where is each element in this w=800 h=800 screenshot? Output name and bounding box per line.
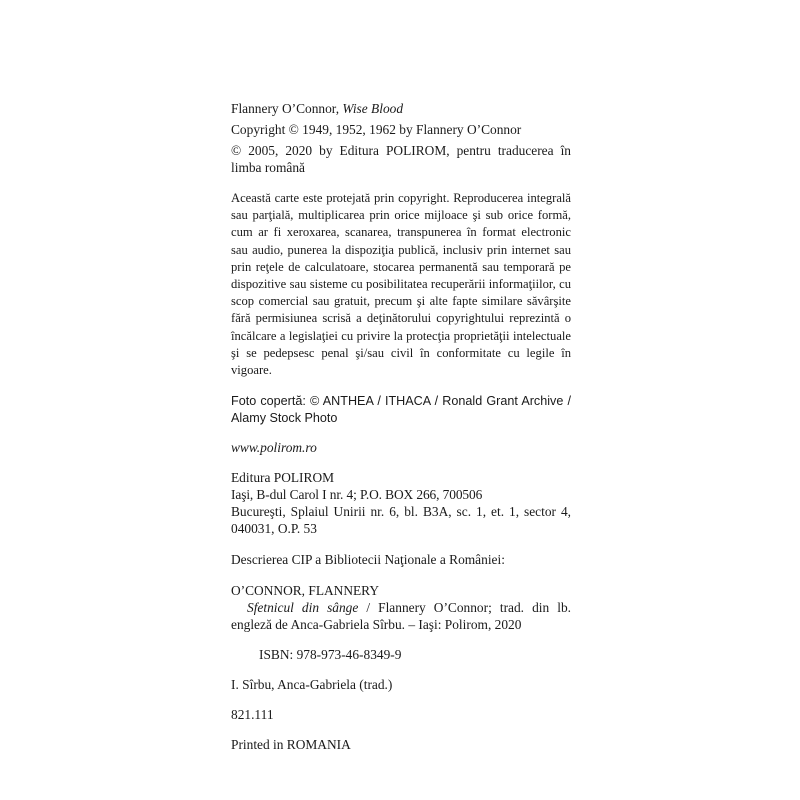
text-column (231, 100, 571, 753)
publisher-address-iasi: Iaşi, B-dul Carol I nr. 4; P.O. BOX 266, 700506 (231, 487, 483, 503)
translator-entry: I. Sîrbu, Anca-Gabriela (trad.) (231, 677, 393, 693)
cip-author-entry: O’CONNOR, FLANNERY (231, 583, 380, 599)
website: www.polirom.ro (231, 440, 317, 456)
publisher-name: Editura POLIROM (231, 470, 335, 486)
publisher-address-bucuresti: Bucureşti, Splaiul Unirii nr. 6, bl. B3A, sc. 1, et. 1, sector 4, 040031, O.P. 53 (231, 504, 571, 537)
copyright-translation: © 2005, 2020 by Editura POLIROM, pentru traducerea în limba română (231, 143, 571, 175)
cip-title-entry: Sfetnicul din sânge / Flannery O’Connor; trad. din lb. engleză de Anca-Gabriela Sîrbu. – Iaşi: Polirom, 2020 (231, 600, 571, 633)
isbn: ISBN: 978-973-46-8349-9 (259, 647, 402, 663)
original-title: Wise Blood (342, 101, 404, 116)
cip-title: Sfetnicul din sânge (247, 600, 359, 616)
cover-photo-credit: Foto copertă: © ANTHEA / ITHACA / Ronald Grant Archive / Alamy Stock Photo (231, 394, 571, 426)
copyright-original: Copyright © 1949, 1952, 1962 by Flannery O’Connor (231, 122, 522, 137)
printed-in: Printed in ROMANIA (231, 737, 351, 753)
cip-heading: Descrierea CIP a Bibliotecii Naţionale a României: (231, 552, 505, 568)
author-original-title: Flannery O’Connor, Wise Blood (231, 101, 404, 116)
classification-number: 821.111 (231, 707, 274, 723)
legal-notice: Această carte este protejată prin copyright. Reproducerea integrală sau parţială, multiplicarea prin orice mijloace şi sub orice formă, cum ar fi xeroxarea, scanarea, transpunerea în format electronic sau audio, punerea la dispoziţia publică, inclusiv prin internet sau prin reţele de calculatoare, stocarea permanentă sau temporară pe dispozitive sau sisteme cu posibilitatea recuperării informaţiilor, cu scop comercial sau gratuit, precum şi alte fapte similare săvârşite fără permisiunea scrisă a deţinătorului copyrightului reprezintă o încălcare a legislaţiei cu privire la protecţia proprietăţii intelectuale şi se pedepsesc penal şi/sau civil în conformitate cu legile în vigoare. (231, 191, 571, 378)
publisher-block (231, 469, 571, 537)
